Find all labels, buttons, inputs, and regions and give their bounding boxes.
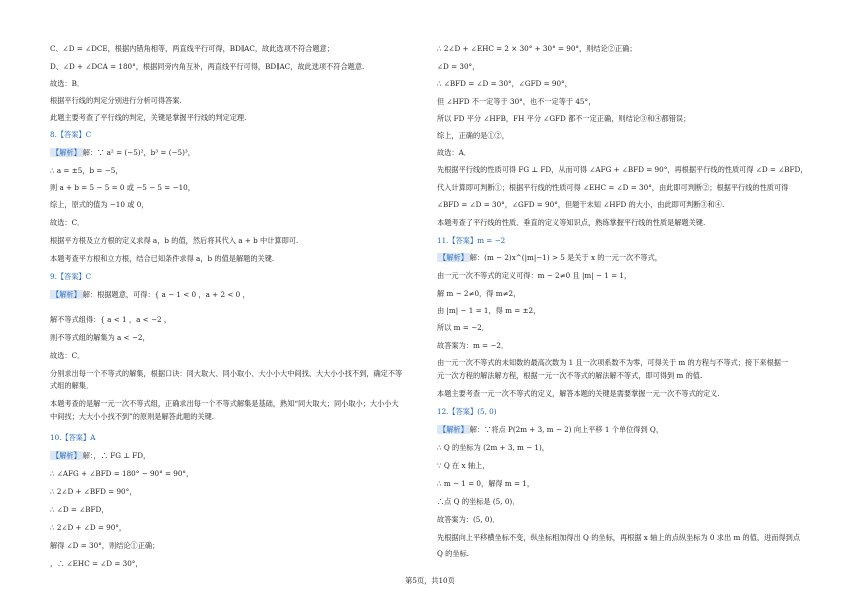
page-footer: 第5页，共10页 (405, 576, 455, 585)
analysis-label: 【解析】 (52, 148, 81, 157)
line-text: 综上，原式的值为 −10 或 0， (50, 200, 149, 209)
line-text: 解不等式组得：{ a < 1 ，a < −2 ， (50, 315, 172, 324)
line-text: 先根据平行线的性质可得 FG ⊥ FD，从而可得 ∠AFG + ∠BFD = 90°，再根据平行线的性质可得 ∠D = ∠BFD， (437, 165, 808, 174)
text-line (437, 533, 800, 543)
line-text: 但 ∠HFD 不一定等于 30°，也不一定等于 45°， (437, 97, 596, 106)
text-line (50, 130, 91, 140)
text-line (437, 165, 807, 175)
text-line (50, 44, 334, 54)
line-text: 此题主要考查了平行线的判定，关键是掌握平行线的判定定理. (50, 113, 247, 122)
analysis-label: 【解析】 (52, 290, 81, 299)
line-text: ，∴ ∠EHC = ∠D = 30°， (50, 559, 143, 568)
text-line (437, 443, 549, 453)
line-text: 所以 FD 平分 ∠HFB，FH 平分 ∠GFD 都不一定正确，则结论③和④都错误； (437, 114, 691, 123)
text-line (437, 253, 662, 263)
line-text: 本题考查了平行线的性质、垂直的定义等知识点，熟练掌握平行线的性质是解题关键. (437, 218, 706, 227)
text-line (437, 389, 720, 399)
line-text: 解：(m − 2)x^(|m|−1) > 5 是关于 x 的一元一次不等式， (469, 253, 662, 262)
line-text: ∴ ∠BFD = ∠D = 30°，∠GFD = 90°， (437, 79, 572, 88)
text-line (50, 315, 171, 325)
text-line (50, 183, 195, 193)
text-line (50, 200, 148, 210)
line-text: ∴ 2∠D + ∠EHC = 2 × 30° + 30° = 90°，则结论②正确； (437, 44, 637, 53)
text-line (50, 541, 159, 551)
text-line (437, 371, 702, 381)
answer-heading: 8.【答案】 (50, 130, 86, 139)
line-text: ∴ ∠D = ∠BFD， (50, 505, 109, 514)
line-text: 解 m − 2≠0，得 m≠2， (437, 289, 521, 298)
line-text: 综上，正确的是①②， (437, 131, 509, 140)
answer-value: C (85, 130, 92, 139)
answer-value: m = −2 (477, 236, 506, 245)
line-text: 则不等式组的解集为 a < −2， (50, 333, 150, 342)
line-text: 解：，∴ FG ⊥ FD， (82, 451, 151, 460)
answer-value: (5, 0) (477, 407, 497, 416)
line-text: Q 的坐标. (437, 549, 470, 558)
line-text: 由一元一次不等式的未知数的最高次数为 1 且一次项系数不为零，可得关于 m 的方程与不等式；接下来根据一 (437, 358, 789, 367)
line-text: 则 a + b = 5 − 5 = 0 或 −5 − 5 = −10， (50, 183, 195, 192)
line-text: 元一次方程的解法解方程，根据一元一次不等式的解法解不等式，即可得到 m 的值. (437, 371, 703, 380)
answer-heading: 10.【答案】 (50, 433, 91, 442)
line-text: D、∠D + ∠DCA = 180°，根据同旁内角互补，两直线平行可得，BD∥AC，故此选项不符合题意. (50, 62, 365, 71)
text-line (50, 523, 126, 533)
text-line (50, 290, 250, 300)
text-line (437, 236, 505, 246)
text-line (437, 549, 469, 559)
analysis-label: 【解析】 (439, 253, 468, 262)
line-text: ∴ ∠AFG + ∠BFD = 180° − 90° = 90°， (50, 469, 194, 478)
text-line (437, 323, 489, 333)
text-line (437, 131, 509, 141)
text-line (437, 79, 572, 89)
line-text: 根据平行线的判定分别进行分析可得答案. (50, 96, 182, 105)
text-line (437, 358, 788, 368)
line-text: ∴点 Q 的坐标是 (5, 0)． (437, 497, 520, 506)
text-line (50, 451, 150, 461)
text-line (50, 505, 108, 515)
text-line (437, 425, 663, 435)
text-line (50, 254, 274, 264)
text-line (50, 399, 399, 409)
answer-value: C (85, 272, 92, 281)
line-text: 分别求出每一个不等式的解集，根据口诀：同大取大、同小取小、大小小大中间找、大大小小找不到，确定不等 (50, 369, 403, 378)
text-line (50, 218, 84, 228)
line-text: ∴ m − 1 = 0，解得 m = 1， (437, 479, 535, 488)
line-text: 本题考查平方根和立方根，结合已知条件求得 a，b 的值是解题的关键. (50, 254, 275, 263)
text-line (50, 148, 195, 158)
line-text: ∴ a = ±5，b = −5， (50, 166, 123, 175)
line-text: 由 |m| − 1 = 1，得 m = ±2， (437, 306, 541, 315)
text-line (437, 461, 489, 471)
text-line (50, 381, 93, 391)
line-text: ∠BFD = ∠D = 30°，∠GFD = 90°，但题干未知 ∠HFD 的大小，由此即可判断③和④. (437, 200, 725, 209)
line-text: ∴ 2∠D + ∠D = 90°， (50, 523, 127, 532)
text-line (437, 44, 637, 54)
line-text: 中间找；大大小小找不到”的原则是解答此题的关键. (50, 412, 215, 421)
text-line (437, 148, 471, 158)
analysis-label: 【解析】 (439, 425, 468, 434)
line-text: 本题主要考查一元一次不等式的定义，解答本题的关键是需要掌握一元一次不等式的定义. (437, 389, 720, 398)
line-text: 解得 ∠D = 30°，则结论①正确； (50, 541, 160, 550)
line-text: 故选：B． (50, 79, 85, 88)
line-text: ∴ Q 的坐标为 (2m + 3, m − 1)， (437, 443, 549, 452)
text-line (50, 433, 95, 443)
line-text: 解：∵ a² = (−5)²，b³ = (−5)³， (82, 148, 195, 157)
line-text: 故选：C． (50, 218, 85, 227)
text-line (50, 166, 123, 176)
line-text: C、∠D = ∠DCE，根据内错角相等，两直线平行可得，BD∥AC，故此选项不符合题意； (50, 44, 334, 53)
text-line (437, 62, 479, 72)
line-text: ∴ 2∠D + ∠BFD = 90°， (50, 487, 137, 496)
line-text: 解：∵将点 P(2m + 3, m − 2) 向上平移 1 个单位得到 Q， (469, 425, 664, 434)
text-line (50, 96, 182, 106)
line-text: 式组的解集． (50, 381, 94, 390)
text-line (437, 97, 595, 107)
text-line (437, 497, 519, 507)
answer-heading: 11.【答案】 (437, 236, 478, 245)
text-line (437, 200, 724, 210)
text-line (50, 236, 298, 246)
text-line (437, 218, 705, 228)
line-text: ∠D = 30°， (437, 62, 480, 71)
text-line (50, 487, 136, 497)
text-line (50, 113, 246, 123)
line-text: 故选：A． (437, 148, 471, 157)
text-line (50, 333, 150, 343)
text-line (50, 469, 193, 479)
text-line (437, 183, 788, 193)
line-text: 先根据向上平移横坐标不变，纵坐标相加得出 Q 的坐标，再根据 x 轴上的点纵坐标为 0 求出 m 的值，进而得到点 (437, 533, 801, 542)
text-line (50, 79, 84, 89)
text-line (50, 369, 402, 379)
answer-value: A (90, 433, 96, 442)
line-text: 故答案为：(5, 0)． (437, 515, 500, 524)
text-line (437, 407, 497, 417)
text-line (50, 351, 84, 361)
text-line (437, 289, 520, 299)
text-line (437, 306, 540, 316)
line-text: 解：根据题意，可得：{ a − 1 < 0 ，a + 2 < 0 ， (82, 290, 250, 299)
text-line (50, 559, 143, 569)
line-text: ∵ Q 在 x 轴上， (437, 461, 490, 470)
text-line (437, 515, 499, 525)
line-text: 代入计算即可判断①；根据平行线的性质可得 ∠EHC = ∠D = 30°，由此即可判断②；根据平行线的性质可得 (437, 183, 789, 192)
text-line (50, 412, 214, 422)
text-line (437, 271, 631, 281)
text-line (437, 341, 508, 351)
text-line (50, 272, 91, 282)
text-line (437, 479, 534, 489)
line-text: 所以 m = −2． (437, 323, 489, 332)
line-text: 故答案为：m = −2． (437, 341, 509, 350)
line-text: 故选：C． (50, 351, 85, 360)
line-text: 由一元一次不等式的定义可得：m − 2≠0 且 |m| − 1 = 1， (437, 271, 632, 280)
analysis-label: 【解析】 (52, 451, 81, 460)
answer-heading: 12.【答案】 (437, 407, 478, 416)
text-line (437, 114, 690, 124)
line-text: 根据平方根及立方根的定义求得 a，b 的值，然后将其代入 a + b 中计算即可. (50, 236, 299, 245)
answer-heading: 9.【答案】 (50, 272, 86, 281)
text-line (50, 62, 364, 72)
line-text: 本题考查的是解一元一次不等式组，正确求出每一个不等式解集是基础，熟知“同大取大；同小取小；大小小大 (50, 399, 399, 408)
